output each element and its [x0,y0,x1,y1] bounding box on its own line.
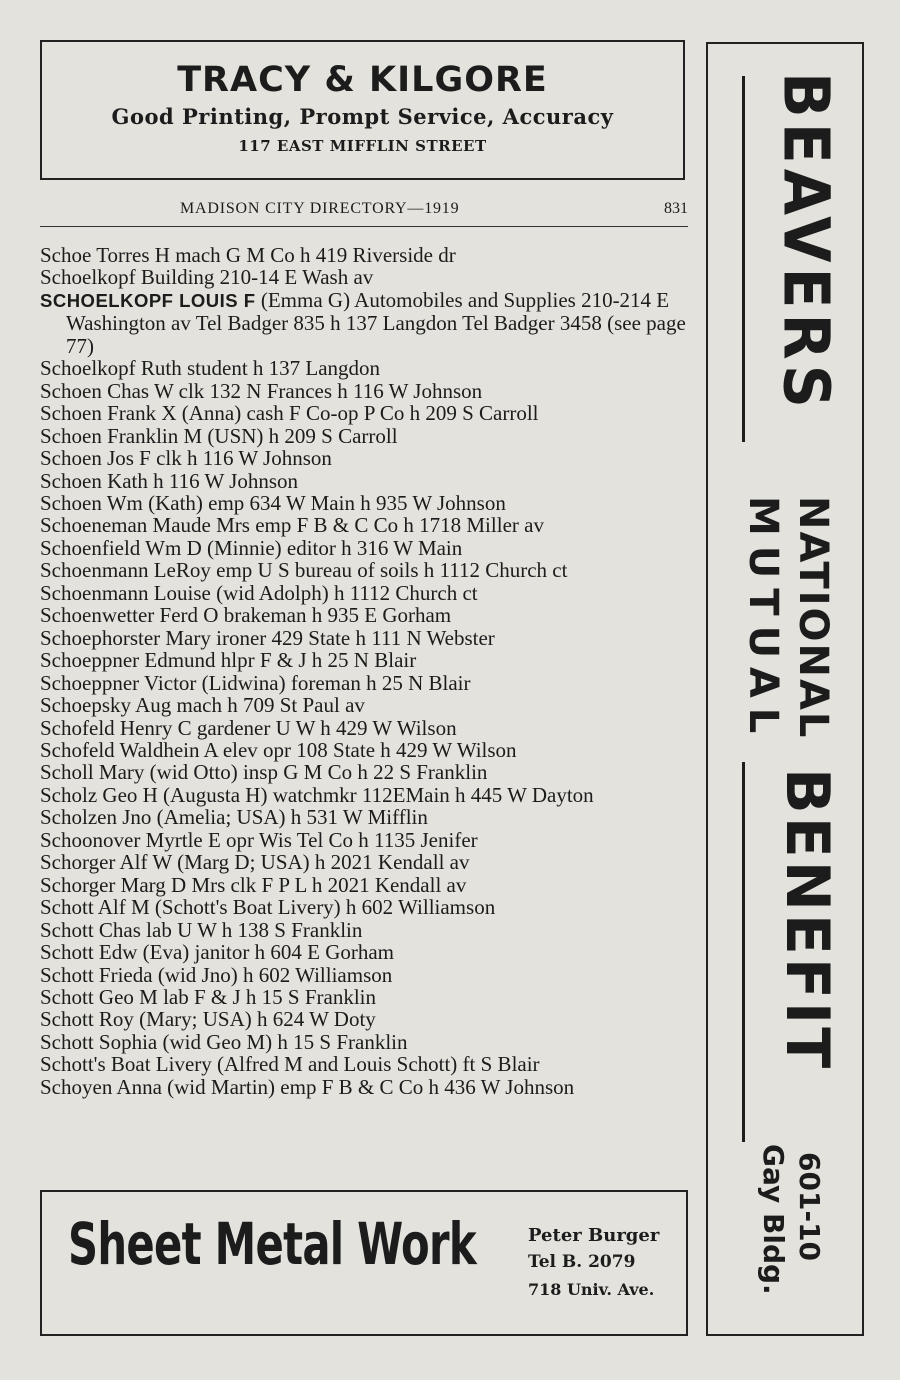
directory-entry [40,694,692,716]
side-ad-rule [742,762,745,1142]
entry-text: Schoen Chas W clk 132 N Frances h 116 W Johnson [40,378,483,403]
beavers-side-ad [706,42,864,1336]
side-ad-address-line1: 601-10 [793,1152,826,1262]
entry-text: Scholzen Jno (Amelia; USA) h 531 W Mifflin [40,805,428,830]
entry-text: Schott Sophia (wid Geo M) h 15 S Franklin [40,1029,408,1054]
entry-text: Schoen Frank X (Anna) cash F Co-op P Co h 209 S Carroll [40,401,539,426]
ad-headline: Sheet Metal Work [68,1210,476,1278]
entry-text: Schott Frieda (wid Jno) h 602 Williamson [40,962,393,987]
directory-entry [40,672,692,694]
entry-text: Schoephorster Mary ironer 429 State h 111 N Webster [40,625,495,650]
entry-text: Schofeld Henry C gardener U W h 429 W Wilson [40,715,457,740]
directory-entry [40,964,692,986]
tracy-kilgore-ad [40,40,685,180]
directory-listings [40,244,692,1098]
directory-entry [40,537,692,559]
directory-entry [40,559,692,581]
entry-bold-name: SCHOELKOPF LOUIS F [40,289,256,311]
directory-entry [40,896,692,918]
directory-entry [40,627,692,649]
ad-contact-name: Peter Burger [528,1225,660,1246]
entry-text: Schoyen Anna (wid Martin) emp F B & C Co h 436 W Johnson [40,1074,575,1099]
running-header [40,198,688,227]
entry-text: Scholz Geo H (Augusta H) watchmkr 112EMain h 445 W Dayton [40,782,594,807]
directory-entry [40,425,692,447]
ad-phone: Tel B. 2079 [528,1252,636,1272]
entry-text: Schoeppner Edmund hlpr F & J h 25 N Blair [40,648,417,673]
directory-entry [40,604,692,626]
entry-text: Schoelkopf Building 210-14 E Wash av [40,265,374,290]
entry-text: Schoen Wm (Kath) emp 634 W Main h 935 W Johnson [40,490,506,515]
directory-title: MADISON CITY DIRECTORY—1919 [180,200,460,217]
entry-text: Schoeppner Victor (Lidwina) foreman h 25 N Blair [40,670,471,695]
entry-text: Schoenfield Wm D (Minnie) editor h 316 W Main [40,535,463,560]
directory-entry [40,582,692,604]
entry-text: Schoen Kath h 116 W Johnson [40,468,299,493]
ad-address: 117 EAST MIFFLIN STREET [238,137,487,155]
directory-entry [40,380,692,402]
directory-entry [40,986,692,1008]
entry-text: Schoen Franklin M (USN) h 209 S Carroll [40,423,398,448]
entry-text: Schorger Marg D Mrs clk F P L h 2021 Kendall av [40,872,467,897]
side-ad-beavers: BEAVERS [768,72,842,413]
directory-entry [40,739,692,761]
page-number: 831 [664,200,688,217]
directory-entry [40,784,692,806]
directory-entry [40,919,692,941]
entry-text: Schoelkopf Ruth student h 137 Langdon [40,356,381,381]
entry-text: Schott Edw (Eva) janitor h 604 E Gorham [40,940,395,965]
directory-entry [40,492,692,514]
directory-entry [40,357,692,379]
directory-entry [40,266,692,288]
directory-entry [40,402,692,424]
side-ad-address-line2: Gay Bldg. [757,1144,790,1295]
directory-entry [40,874,692,896]
side-ad-rule [742,76,745,442]
entry-text: Schoen Jos F clk h 116 W Johnson [40,446,332,471]
directory-entry [40,649,692,671]
directory-entry [40,829,692,851]
entry-text: Schorger Alf W (Marg D; USA) h 2021 Kendall av [40,850,470,875]
directory-entry [40,1008,692,1030]
entry-text: Scholl Mary (wid Otto) insp G M Co h 22 S Franklin [40,760,488,785]
ad-tagline: Good Printing, Prompt Service, Accuracy [111,104,614,129]
side-ad-mutual: MUTUAL [740,496,786,744]
entry-text: (Emma G) Automobiles and Supplies 210-214 E Washington av Tel Badger 835 h 137 Langdon Tel Badger 3458 (see page 77) [66,287,686,358]
directory-entry [40,851,692,873]
sheet-metal-ad [40,1190,688,1336]
directory-entry [40,1053,692,1075]
directory-entry [40,941,692,963]
directory-entry [40,244,692,266]
entry-text: Schott Chas lab U W h 138 S Franklin [40,917,363,942]
entry-text: Schott Geo M lab F & J h 15 S Franklin [40,984,377,1009]
ad-contact-address: 718 Univ. Ave. [528,1280,655,1299]
directory-entry [40,761,692,783]
directory-entry [40,1031,692,1053]
entry-text: Schott's Boat Livery (Alfred M and Louis Schott) ft S Blair [40,1052,540,1077]
entry-text: Schoenwetter Ferd O brakeman h 935 E Gorham [40,603,452,628]
entry-text: Schoe Torres H mach G M Co h 419 Riverside dr [40,243,456,267]
ad-contact [528,1222,659,1303]
entry-text: Schott Roy (Mary; USA) h 624 W Doty [40,1007,376,1032]
directory-entry [40,514,692,536]
entry-text: Schoenmann LeRoy emp U S bureau of soils h 1112 Church ct [40,558,568,583]
directory-entry [40,447,692,469]
entry-text: Schott Alf M (Schott's Boat Livery) h 602 Williamson [40,895,496,920]
directory-entry [40,1076,692,1098]
entry-text: Schoenmann Louise (wid Adolph) h 1112 Church ct [40,580,478,605]
entry-text: Schoeneman Maude Mrs emp F B & C Co h 1718 Miller av [40,513,544,538]
directory-entry [40,470,692,492]
directory-entry [40,806,692,828]
entry-text: Schoonover Myrtle E opr Wis Tel Co h 1135 Jenifer [40,827,478,852]
directory-entry [40,717,692,739]
ad-company-name: TRACY & KILGORE [177,60,548,100]
side-ad-national: NATIONAL [790,496,836,740]
entry-text: Schofeld Waldhein A elev opr 108 State h 429 W Wilson [40,737,517,762]
side-ad-benefit: BENEFIT [772,768,842,1072]
directory-entry [40,289,692,357]
entry-text: Schoepsky Aug mach h 709 St Paul av [40,693,365,718]
